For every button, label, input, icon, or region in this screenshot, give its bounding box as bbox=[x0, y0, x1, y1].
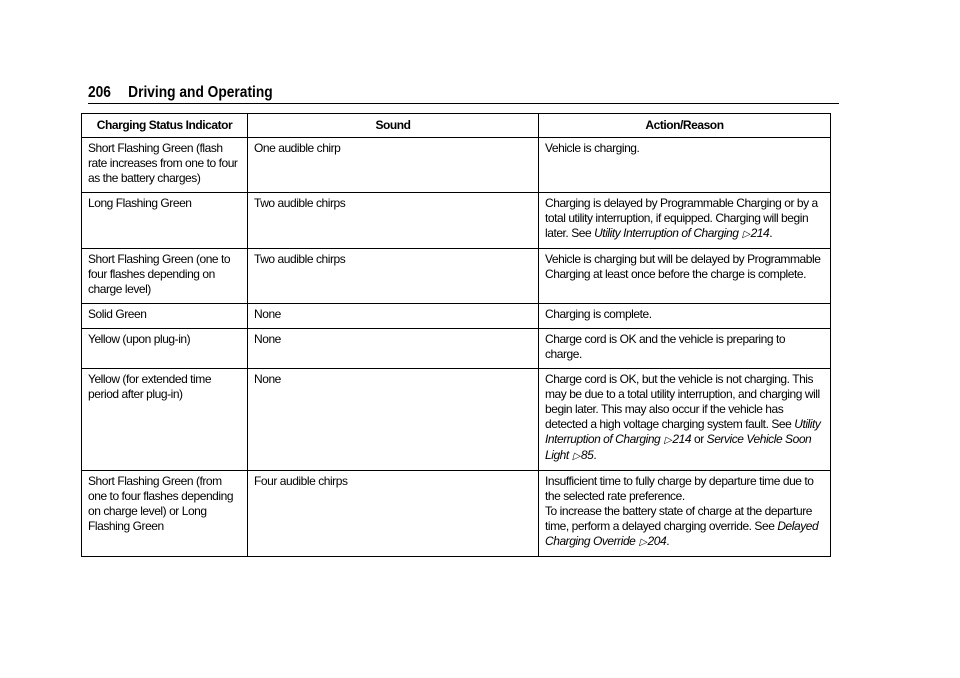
cross-reference-title: Utility Interruption of Charging bbox=[545, 417, 821, 446]
sound-cell: Two audible chirps bbox=[248, 193, 539, 249]
reason-end: . bbox=[593, 448, 597, 462]
column-header-reason: Action/Reason bbox=[539, 114, 831, 138]
charging-status-table bbox=[81, 113, 831, 557]
reason-cell bbox=[539, 193, 831, 249]
page-reference-icon: ▷ bbox=[664, 435, 672, 446]
reason-end: . bbox=[769, 226, 773, 240]
reason-text: Charging is delayed by Programmable Charging or by a total utility interruption, if equipped. Charging will begin later. See bbox=[545, 196, 818, 240]
sound-cell: One audible chirp bbox=[248, 138, 539, 193]
page-reference-icon: ▷ bbox=[639, 537, 647, 548]
table-row bbox=[82, 471, 831, 557]
cross-reference-page: 85 bbox=[580, 448, 594, 462]
reason-text: Insufficient time to fully charge by departure time due to the selected rate preference. bbox=[545, 474, 814, 503]
table-row bbox=[82, 329, 831, 369]
cross-reference-title: Delayed Charging Override bbox=[545, 519, 819, 548]
cross-reference-link[interactable] bbox=[594, 226, 769, 240]
indicator-cell: Solid Green bbox=[82, 304, 248, 329]
indicator-cell: Yellow (for extended time period after plug-in) bbox=[82, 369, 248, 471]
page-reference-icon: ▷ bbox=[742, 229, 750, 240]
reason-cell bbox=[539, 471, 831, 557]
column-header-sound: Sound bbox=[248, 114, 539, 138]
cross-reference-page: 214 bbox=[750, 226, 770, 240]
reason-text: Charge cord is OK, but the vehicle is not charging. This may be due to a total utility interruption, and charging will begin later. This may also occur if the vehicle has detected a high voltage charging system fault. See bbox=[545, 372, 820, 431]
reason-cell: Charging is complete. bbox=[539, 304, 831, 329]
sound-cell: Four audible chirps bbox=[248, 471, 539, 557]
cross-reference-title: Utility Interruption of Charging bbox=[594, 226, 739, 240]
indicator-cell: Yellow (upon plug-in) bbox=[82, 329, 248, 369]
reason-cell: Vehicle is charging. bbox=[539, 138, 831, 193]
page-number: 206 bbox=[88, 84, 111, 101]
table-row bbox=[82, 138, 831, 193]
page-header bbox=[88, 84, 733, 102]
page-reference-icon: ▷ bbox=[572, 451, 580, 462]
header-rule bbox=[88, 103, 839, 104]
indicator-cell: Short Flashing Green (flash rate increases from one to four as the battery charges) bbox=[82, 138, 248, 193]
indicator-cell: Long Flashing Green bbox=[82, 193, 248, 249]
cross-reference-page: 214 bbox=[672, 432, 692, 446]
indicator-cell: Short Flashing Green (from one to four flashes depending on charge level) or Long Flashing Green bbox=[82, 471, 248, 557]
table-row bbox=[82, 304, 831, 329]
reason-end: . bbox=[666, 534, 670, 548]
table-row bbox=[82, 369, 831, 471]
cross-reference-title: Service Vehicle Soon Light bbox=[545, 432, 812, 462]
table-row bbox=[82, 193, 831, 249]
table-header-row bbox=[82, 114, 831, 138]
sound-cell: Two audible chirps bbox=[248, 249, 539, 304]
reason-text-2: To increase the battery state of charge at the departure time, perform a delayed charging override. See bbox=[545, 504, 812, 533]
column-header-indicator: Charging Status Indicator bbox=[82, 114, 248, 138]
reason-connector: or bbox=[693, 432, 704, 446]
cross-reference-page: 204 bbox=[647, 534, 667, 548]
sound-cell: None bbox=[248, 369, 539, 471]
sound-cell: None bbox=[248, 304, 539, 329]
sound-cell: None bbox=[248, 329, 539, 369]
reason-cell bbox=[539, 369, 831, 471]
section-title: Driving and Operating bbox=[128, 84, 273, 101]
reason-cell: Vehicle is charging but will be delayed by Programmable Charging at least once before the charge is complete. bbox=[539, 249, 831, 304]
table-row bbox=[82, 249, 831, 304]
indicator-cell: Short Flashing Green (one to four flashes depending on charge level) bbox=[82, 249, 248, 304]
reason-cell: Charge cord is OK and the vehicle is preparing to charge. bbox=[539, 329, 831, 369]
